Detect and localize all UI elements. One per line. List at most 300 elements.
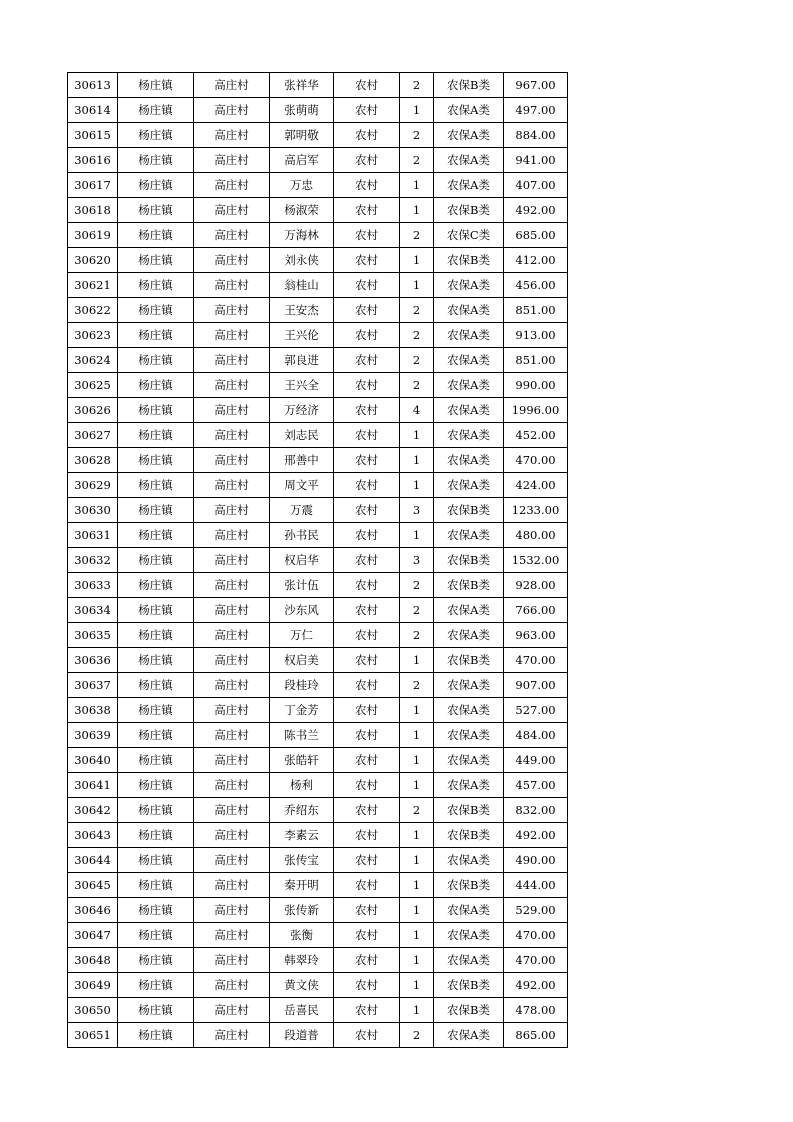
insurance-category-cell: 农保C类 xyxy=(434,223,504,248)
household-type-cell: 农村 xyxy=(334,198,400,223)
village-cell: 高庄村 xyxy=(194,698,270,723)
village-cell: 高庄村 xyxy=(194,273,270,298)
name-cell: 张萌萌 xyxy=(270,98,334,123)
town-cell: 杨庄镇 xyxy=(118,448,194,473)
insurance-category-cell: 农保B类 xyxy=(434,823,504,848)
village-cell: 高庄村 xyxy=(194,348,270,373)
record-number-cell: 30625 xyxy=(68,373,118,398)
town-cell: 杨庄镇 xyxy=(118,248,194,273)
table-row xyxy=(68,648,568,673)
family-size-cell: 1 xyxy=(400,473,434,498)
family-size-cell: 2 xyxy=(400,298,434,323)
table-row xyxy=(68,873,568,898)
family-size-cell: 2 xyxy=(400,573,434,598)
household-type-cell: 农村 xyxy=(334,748,400,773)
table-row xyxy=(68,273,568,298)
insurance-category-cell: 农保B类 xyxy=(434,998,504,1023)
record-number-cell: 30651 xyxy=(68,1023,118,1048)
table-row xyxy=(68,98,568,123)
name-cell: 万震 xyxy=(270,498,334,523)
amount-cell: 492.00 xyxy=(504,823,568,848)
town-cell: 杨庄镇 xyxy=(118,798,194,823)
town-cell: 杨庄镇 xyxy=(118,198,194,223)
town-cell: 杨庄镇 xyxy=(118,773,194,798)
family-size-cell: 2 xyxy=(400,1023,434,1048)
amount-cell: 456.00 xyxy=(504,273,568,298)
town-cell: 杨庄镇 xyxy=(118,823,194,848)
town-cell: 杨庄镇 xyxy=(118,123,194,148)
record-number-cell: 30615 xyxy=(68,123,118,148)
family-size-cell: 1 xyxy=(400,998,434,1023)
amount-cell: 529.00 xyxy=(504,898,568,923)
insurance-category-cell: 农保B类 xyxy=(434,873,504,898)
record-number-cell: 30619 xyxy=(68,223,118,248)
amount-cell: 685.00 xyxy=(504,223,568,248)
village-cell: 高庄村 xyxy=(194,223,270,248)
record-number-cell: 30614 xyxy=(68,98,118,123)
family-size-cell: 1 xyxy=(400,198,434,223)
family-size-cell: 1 xyxy=(400,173,434,198)
family-size-cell: 2 xyxy=(400,148,434,173)
village-cell: 高庄村 xyxy=(194,623,270,648)
town-cell: 杨庄镇 xyxy=(118,673,194,698)
record-number-cell: 30643 xyxy=(68,823,118,848)
amount-cell: 941.00 xyxy=(504,148,568,173)
village-cell: 高庄村 xyxy=(194,498,270,523)
name-cell: 万海林 xyxy=(270,223,334,248)
insurance-category-cell: 农保A类 xyxy=(434,773,504,798)
village-cell: 高庄村 xyxy=(194,848,270,873)
insurance-category-cell: 农保A类 xyxy=(434,523,504,548)
record-number-cell: 30638 xyxy=(68,698,118,723)
record-number-cell: 30626 xyxy=(68,398,118,423)
name-cell: 乔绍东 xyxy=(270,798,334,823)
household-type-cell: 农村 xyxy=(334,898,400,923)
table-row xyxy=(68,298,568,323)
town-cell: 杨庄镇 xyxy=(118,898,194,923)
insurance-category-cell: 农保B类 xyxy=(434,798,504,823)
name-cell: 岳喜民 xyxy=(270,998,334,1023)
amount-cell: 424.00 xyxy=(504,473,568,498)
name-cell: 万经济 xyxy=(270,398,334,423)
table-row xyxy=(68,698,568,723)
household-type-cell: 农村 xyxy=(334,923,400,948)
name-cell: 韩翠玲 xyxy=(270,948,334,973)
town-cell: 杨庄镇 xyxy=(118,598,194,623)
name-cell: 李素云 xyxy=(270,823,334,848)
table-row xyxy=(68,748,568,773)
household-type-cell: 农村 xyxy=(334,873,400,898)
insurance-category-cell: 农保A类 xyxy=(434,323,504,348)
town-cell: 杨庄镇 xyxy=(118,923,194,948)
insurance-category-cell: 农保A类 xyxy=(434,148,504,173)
insurance-category-cell: 农保A类 xyxy=(434,173,504,198)
town-cell: 杨庄镇 xyxy=(118,698,194,723)
record-number-cell: 30618 xyxy=(68,198,118,223)
record-number-cell: 30635 xyxy=(68,623,118,648)
town-cell: 杨庄镇 xyxy=(118,748,194,773)
household-type-cell: 农村 xyxy=(334,373,400,398)
insurance-category-cell: 农保A类 xyxy=(434,373,504,398)
table-row xyxy=(68,123,568,148)
town-cell: 杨庄镇 xyxy=(118,423,194,448)
village-cell: 高庄村 xyxy=(194,523,270,548)
village-cell: 高庄村 xyxy=(194,98,270,123)
insurance-category-cell: 农保B类 xyxy=(434,648,504,673)
table-row xyxy=(68,348,568,373)
town-cell: 杨庄镇 xyxy=(118,73,194,98)
town-cell: 杨庄镇 xyxy=(118,873,194,898)
table-row xyxy=(68,898,568,923)
family-size-cell: 1 xyxy=(400,723,434,748)
family-size-cell: 1 xyxy=(400,448,434,473)
town-cell: 杨庄镇 xyxy=(118,648,194,673)
record-number-cell: 30634 xyxy=(68,598,118,623)
amount-cell: 967.00 xyxy=(504,73,568,98)
household-type-cell: 农村 xyxy=(334,323,400,348)
amount-cell: 1532.00 xyxy=(504,548,568,573)
family-size-cell: 3 xyxy=(400,548,434,573)
household-type-cell: 农村 xyxy=(334,1023,400,1048)
insurance-category-cell: 农保B类 xyxy=(434,73,504,98)
table-row xyxy=(68,673,568,698)
village-cell: 高庄村 xyxy=(194,248,270,273)
record-number-cell: 30631 xyxy=(68,523,118,548)
family-size-cell: 1 xyxy=(400,898,434,923)
village-cell: 高庄村 xyxy=(194,373,270,398)
town-cell: 杨庄镇 xyxy=(118,173,194,198)
family-size-cell: 2 xyxy=(400,798,434,823)
village-cell: 高庄村 xyxy=(194,398,270,423)
amount-cell: 913.00 xyxy=(504,323,568,348)
family-size-cell: 2 xyxy=(400,623,434,648)
household-type-cell: 农村 xyxy=(334,98,400,123)
insurance-category-cell: 农保A类 xyxy=(434,673,504,698)
town-cell: 杨庄镇 xyxy=(118,398,194,423)
village-cell: 高庄村 xyxy=(194,748,270,773)
village-cell: 高庄村 xyxy=(194,123,270,148)
record-number-cell: 30629 xyxy=(68,473,118,498)
insurance-category-cell: 农保A类 xyxy=(434,298,504,323)
name-cell: 张计伍 xyxy=(270,573,334,598)
record-number-cell: 30641 xyxy=(68,773,118,798)
amount-cell: 412.00 xyxy=(504,248,568,273)
insurance-category-cell: 农保A类 xyxy=(434,623,504,648)
village-cell: 高庄村 xyxy=(194,173,270,198)
insurance-category-cell: 农保B类 xyxy=(434,973,504,998)
name-cell: 王兴伦 xyxy=(270,323,334,348)
name-cell: 张皓轩 xyxy=(270,748,334,773)
village-cell: 高庄村 xyxy=(194,648,270,673)
village-cell: 高庄村 xyxy=(194,948,270,973)
village-cell: 高庄村 xyxy=(194,723,270,748)
table-row xyxy=(68,473,568,498)
table-row xyxy=(68,623,568,648)
household-type-cell: 农村 xyxy=(334,223,400,248)
name-cell: 郭明敬 xyxy=(270,123,334,148)
village-cell: 高庄村 xyxy=(194,998,270,1023)
table-row xyxy=(68,423,568,448)
name-cell: 沙东风 xyxy=(270,598,334,623)
name-cell: 翁桂山 xyxy=(270,273,334,298)
amount-cell: 452.00 xyxy=(504,423,568,448)
records-table xyxy=(67,72,568,1048)
insurance-category-cell: 农保A类 xyxy=(434,748,504,773)
household-type-cell: 农村 xyxy=(334,73,400,98)
village-cell: 高庄村 xyxy=(194,873,270,898)
record-number-cell: 30649 xyxy=(68,973,118,998)
town-cell: 杨庄镇 xyxy=(118,298,194,323)
town-cell: 杨庄镇 xyxy=(118,348,194,373)
name-cell: 刘志民 xyxy=(270,423,334,448)
table-row xyxy=(68,523,568,548)
family-size-cell: 2 xyxy=(400,598,434,623)
record-number-cell: 30622 xyxy=(68,298,118,323)
insurance-category-cell: 农保A类 xyxy=(434,123,504,148)
insurance-category-cell: 农保B类 xyxy=(434,248,504,273)
table-row xyxy=(68,398,568,423)
family-size-cell: 2 xyxy=(400,323,434,348)
village-cell: 高庄村 xyxy=(194,673,270,698)
town-cell: 杨庄镇 xyxy=(118,623,194,648)
name-cell: 丁金芳 xyxy=(270,698,334,723)
family-size-cell: 1 xyxy=(400,773,434,798)
village-cell: 高庄村 xyxy=(194,198,270,223)
record-number-cell: 30630 xyxy=(68,498,118,523)
town-cell: 杨庄镇 xyxy=(118,148,194,173)
amount-cell: 990.00 xyxy=(504,373,568,398)
amount-cell: 470.00 xyxy=(504,648,568,673)
town-cell: 杨庄镇 xyxy=(118,223,194,248)
record-number-cell: 30623 xyxy=(68,323,118,348)
record-number-cell: 30642 xyxy=(68,798,118,823)
family-size-cell: 3 xyxy=(400,498,434,523)
family-size-cell: 2 xyxy=(400,73,434,98)
amount-cell: 407.00 xyxy=(504,173,568,198)
name-cell: 陈书兰 xyxy=(270,723,334,748)
family-size-cell: 1 xyxy=(400,648,434,673)
town-cell: 杨庄镇 xyxy=(118,373,194,398)
household-type-cell: 农村 xyxy=(334,273,400,298)
amount-cell: 851.00 xyxy=(504,348,568,373)
name-cell: 张传新 xyxy=(270,898,334,923)
name-cell: 万仁 xyxy=(270,623,334,648)
table-row xyxy=(68,448,568,473)
amount-cell: 470.00 xyxy=(504,448,568,473)
household-type-cell: 农村 xyxy=(334,723,400,748)
family-size-cell: 1 xyxy=(400,973,434,998)
insurance-category-cell: 农保A类 xyxy=(434,923,504,948)
record-number-cell: 30616 xyxy=(68,148,118,173)
name-cell: 杨利 xyxy=(270,773,334,798)
record-number-cell: 30621 xyxy=(68,273,118,298)
household-type-cell: 农村 xyxy=(334,523,400,548)
record-number-cell: 30644 xyxy=(68,848,118,873)
record-number-cell: 30647 xyxy=(68,923,118,948)
name-cell: 王兴全 xyxy=(270,373,334,398)
name-cell: 权启美 xyxy=(270,648,334,673)
insurance-category-cell: 农保A类 xyxy=(434,698,504,723)
insurance-category-cell: 农保A类 xyxy=(434,348,504,373)
household-type-cell: 农村 xyxy=(334,648,400,673)
name-cell: 王安杰 xyxy=(270,298,334,323)
amount-cell: 832.00 xyxy=(504,798,568,823)
family-size-cell: 1 xyxy=(400,273,434,298)
insurance-category-cell: 农保B类 xyxy=(434,498,504,523)
household-type-cell: 农村 xyxy=(334,248,400,273)
town-cell: 杨庄镇 xyxy=(118,723,194,748)
table-row xyxy=(68,923,568,948)
village-cell: 高庄村 xyxy=(194,798,270,823)
name-cell: 孙书民 xyxy=(270,523,334,548)
town-cell: 杨庄镇 xyxy=(118,1023,194,1048)
table-row xyxy=(68,323,568,348)
village-cell: 高庄村 xyxy=(194,448,270,473)
family-size-cell: 1 xyxy=(400,923,434,948)
table-body xyxy=(68,73,568,1048)
insurance-category-cell: 农保A类 xyxy=(434,448,504,473)
amount-cell: 1233.00 xyxy=(504,498,568,523)
town-cell: 杨庄镇 xyxy=(118,948,194,973)
table-row xyxy=(68,148,568,173)
table-row xyxy=(68,173,568,198)
town-cell: 杨庄镇 xyxy=(118,573,194,598)
name-cell: 刘永侠 xyxy=(270,248,334,273)
village-cell: 高庄村 xyxy=(194,898,270,923)
amount-cell: 963.00 xyxy=(504,623,568,648)
household-type-cell: 农村 xyxy=(334,623,400,648)
household-type-cell: 农村 xyxy=(334,123,400,148)
insurance-category-cell: 农保B类 xyxy=(434,548,504,573)
village-cell: 高庄村 xyxy=(194,823,270,848)
name-cell: 张衡 xyxy=(270,923,334,948)
household-type-cell: 农村 xyxy=(334,548,400,573)
record-number-cell: 30648 xyxy=(68,948,118,973)
name-cell: 黄文侠 xyxy=(270,973,334,998)
town-cell: 杨庄镇 xyxy=(118,848,194,873)
record-number-cell: 30645 xyxy=(68,873,118,898)
record-number-cell: 30650 xyxy=(68,998,118,1023)
record-number-cell: 30640 xyxy=(68,748,118,773)
village-cell: 高庄村 xyxy=(194,73,270,98)
town-cell: 杨庄镇 xyxy=(118,273,194,298)
insurance-category-cell: 农保A类 xyxy=(434,473,504,498)
table-row xyxy=(68,548,568,573)
table-row xyxy=(68,1023,568,1048)
household-type-cell: 农村 xyxy=(334,698,400,723)
insurance-category-cell: 农保A类 xyxy=(434,273,504,298)
record-number-cell: 30617 xyxy=(68,173,118,198)
amount-cell: 457.00 xyxy=(504,773,568,798)
insurance-category-cell: 农保A类 xyxy=(434,598,504,623)
name-cell: 高启军 xyxy=(270,148,334,173)
amount-cell: 527.00 xyxy=(504,698,568,723)
amount-cell: 907.00 xyxy=(504,673,568,698)
insurance-category-cell: 农保A类 xyxy=(434,948,504,973)
name-cell: 段道普 xyxy=(270,1023,334,1048)
household-type-cell: 农村 xyxy=(334,598,400,623)
insurance-category-cell: 农保A类 xyxy=(434,98,504,123)
family-size-cell: 1 xyxy=(400,823,434,848)
table-row xyxy=(68,773,568,798)
family-size-cell: 4 xyxy=(400,398,434,423)
table-row xyxy=(68,73,568,98)
household-type-cell: 农村 xyxy=(334,773,400,798)
table-row xyxy=(68,248,568,273)
amount-cell: 449.00 xyxy=(504,748,568,773)
table-row xyxy=(68,573,568,598)
record-number-cell: 30646 xyxy=(68,898,118,923)
insurance-category-cell: 农保A类 xyxy=(434,898,504,923)
family-size-cell: 2 xyxy=(400,223,434,248)
town-cell: 杨庄镇 xyxy=(118,998,194,1023)
family-size-cell: 1 xyxy=(400,948,434,973)
family-size-cell: 1 xyxy=(400,873,434,898)
family-size-cell: 1 xyxy=(400,423,434,448)
table-row xyxy=(68,823,568,848)
name-cell: 张传宝 xyxy=(270,848,334,873)
insurance-category-cell: 农保A类 xyxy=(434,723,504,748)
village-cell: 高庄村 xyxy=(194,923,270,948)
record-number-cell: 30636 xyxy=(68,648,118,673)
family-size-cell: 2 xyxy=(400,348,434,373)
family-size-cell: 2 xyxy=(400,123,434,148)
village-cell: 高庄村 xyxy=(194,298,270,323)
amount-cell: 928.00 xyxy=(504,573,568,598)
family-size-cell: 1 xyxy=(400,98,434,123)
record-number-cell: 30633 xyxy=(68,573,118,598)
amount-cell: 497.00 xyxy=(504,98,568,123)
amount-cell: 480.00 xyxy=(504,523,568,548)
amount-cell: 492.00 xyxy=(504,973,568,998)
household-type-cell: 农村 xyxy=(334,673,400,698)
family-size-cell: 1 xyxy=(400,748,434,773)
town-cell: 杨庄镇 xyxy=(118,473,194,498)
village-cell: 高庄村 xyxy=(194,1023,270,1048)
amount-cell: 484.00 xyxy=(504,723,568,748)
village-cell: 高庄村 xyxy=(194,323,270,348)
town-cell: 杨庄镇 xyxy=(118,98,194,123)
table-row xyxy=(68,973,568,998)
household-type-cell: 农村 xyxy=(334,973,400,998)
table-row xyxy=(68,798,568,823)
household-type-cell: 农村 xyxy=(334,448,400,473)
household-type-cell: 农村 xyxy=(334,298,400,323)
name-cell: 权启华 xyxy=(270,548,334,573)
record-number-cell: 30639 xyxy=(68,723,118,748)
record-number-cell: 30620 xyxy=(68,248,118,273)
household-type-cell: 农村 xyxy=(334,148,400,173)
family-size-cell: 1 xyxy=(400,523,434,548)
record-number-cell: 30627 xyxy=(68,423,118,448)
insurance-category-cell: 农保A类 xyxy=(434,848,504,873)
table-row xyxy=(68,198,568,223)
insurance-category-cell: 农保A类 xyxy=(434,398,504,423)
amount-cell: 490.00 xyxy=(504,848,568,873)
household-type-cell: 农村 xyxy=(334,398,400,423)
town-cell: 杨庄镇 xyxy=(118,973,194,998)
table-row xyxy=(68,998,568,1023)
amount-cell: 766.00 xyxy=(504,598,568,623)
table-row xyxy=(68,498,568,523)
household-type-cell: 农村 xyxy=(334,348,400,373)
family-size-cell: 2 xyxy=(400,673,434,698)
household-type-cell: 农村 xyxy=(334,173,400,198)
amount-cell: 492.00 xyxy=(504,198,568,223)
record-number-cell: 30637 xyxy=(68,673,118,698)
household-type-cell: 农村 xyxy=(334,798,400,823)
town-cell: 杨庄镇 xyxy=(118,523,194,548)
